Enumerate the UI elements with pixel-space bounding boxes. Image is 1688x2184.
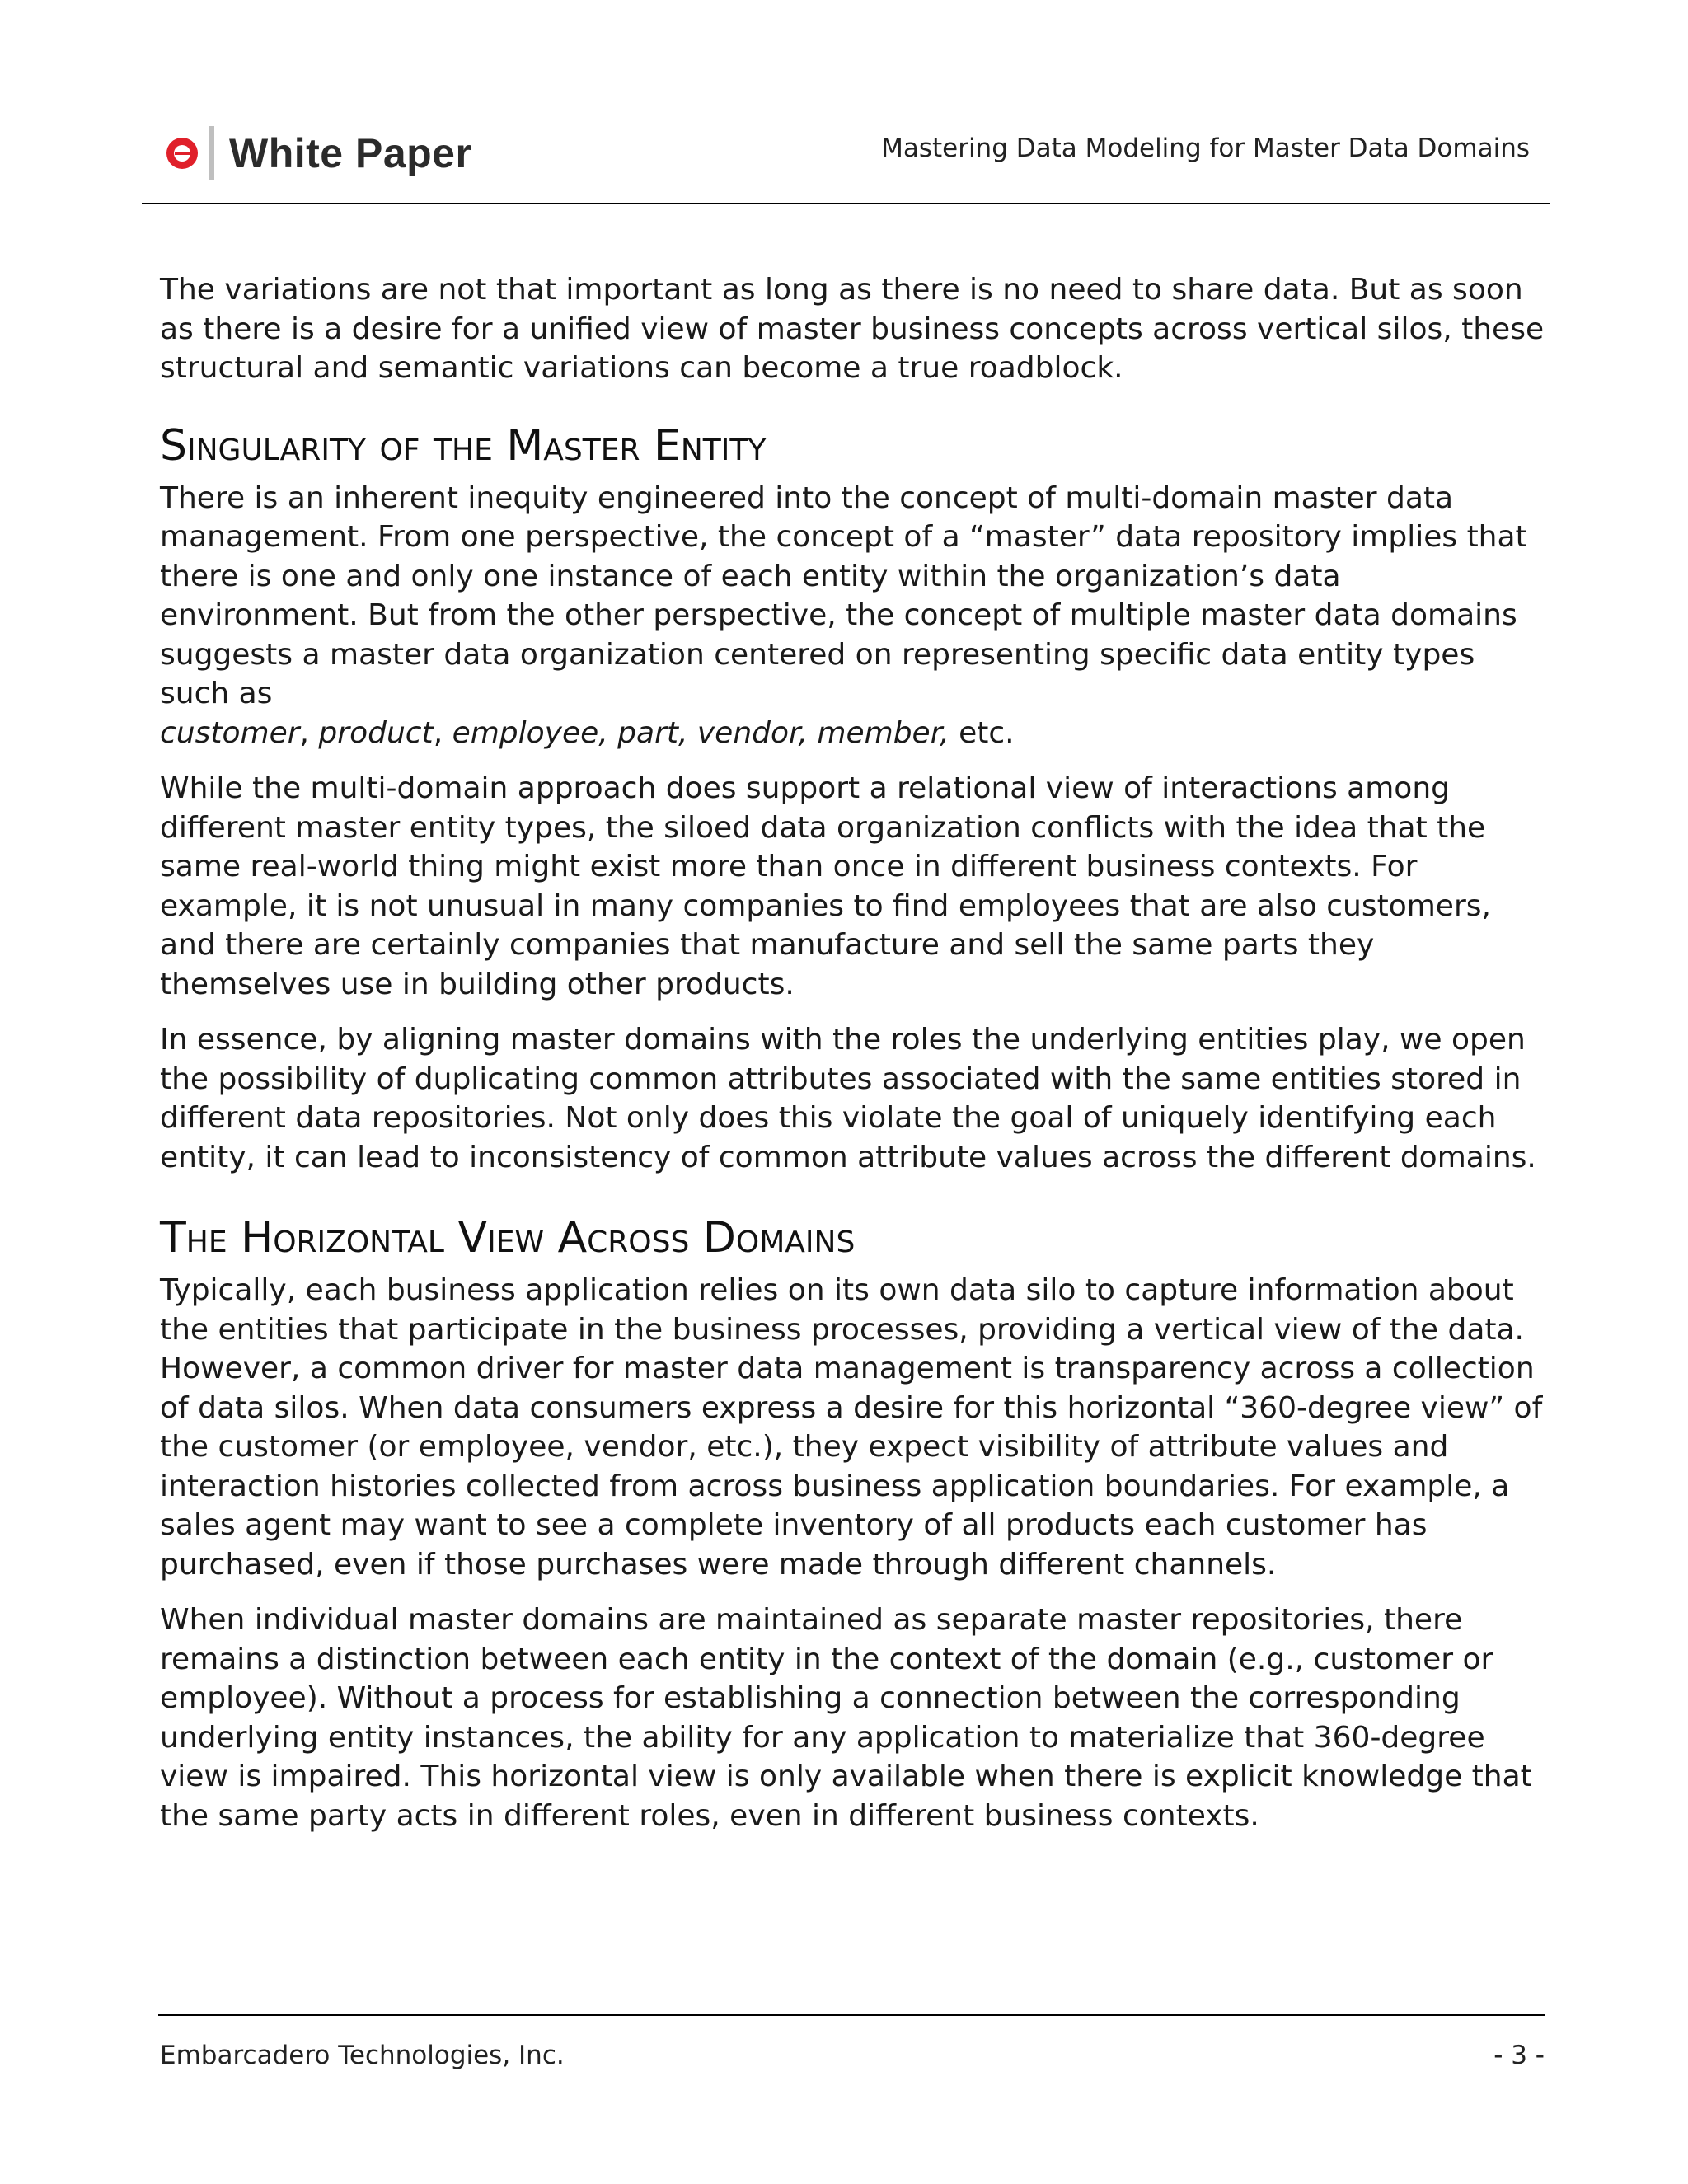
document-title: Mastering Data Modeling for Master Data Domains — [881, 134, 1530, 163]
footer-company: Embarcadero Technologies, Inc. — [160, 2041, 565, 2070]
italic-term: customer — [160, 715, 300, 750]
separator: , — [299, 715, 319, 750]
paragraph — [160, 479, 1545, 753]
italic-term: employee, part, vendor, member, — [452, 715, 950, 750]
embarcadero-logo-icon — [166, 138, 198, 169]
paragraph-text-end: etc. — [949, 715, 1015, 750]
logo — [166, 124, 471, 183]
logo-text: White Paper — [229, 130, 472, 176]
paragraph: While the multi-domain approach does support a relational view of interactions among different master entity types, the siloed data organization conflicts with the idea that the same real-world thing might exist more than once in different business contexts. For example, it is not unusual in many companies to find employees that are also customers, and there are certainly companies that manufacture and sell the same parts they themselves use in building other products. — [160, 771, 1491, 1001]
section-heading-singularity: Singularity of the Master Entity — [160, 420, 767, 471]
section-heading-horizontal-view: The Horizontal View Across Domains — [160, 1213, 856, 1263]
paragraph: In essence, by aligning master domains with the roles the underlying entities play, we open the possibility of duplicating common attributes associated with the same entities stored in different data repositories. Not only does this violate the goal of uniquely identifying each entity, it can lead to inconsistency of common attribute values across the different domains. — [160, 1023, 1536, 1174]
page-header — [142, 115, 1550, 204]
page-footer — [158, 2014, 1545, 2070]
page-number: - 3 - — [1493, 2041, 1545, 2070]
paragraph: Typically, each business application relies on its own data silo to capture information about the entities that participate in the business processes, providing a vertical view of the data. However, a common driver for master data management is transparency across a collection of data silos. When data consumers express a desire for this horizontal “360-degree view” of the customer (or employee, vendor, etc.), they expect visibility of attribute values and interaction histories collected from across business application boundaries. For example, a sales agent may want to see a complete inventory of all products each customer has purchased, even if those purchases were made through different channels. — [160, 1273, 1543, 1582]
paragraph-text: There is an inherent inequity engineered into the concept of multi-domain master data management. From one perspective, the concept of a “master” data repository implies that there is one and only one instance of each entity within the organization’s data environment. But from the other perspective, the concept of multiple master data domains suggests a master data organization centered on representing specific data entity types such as — [160, 480, 1527, 710]
italic-term: product — [318, 715, 434, 750]
page-content — [160, 270, 1545, 1852]
paragraph: When individual master domains are maintained as separate master repositories, there remains a distinction between each entity in the context of the domain (e.g., customer or employee). Without a process for establishing a connection between the corresponding underlying entity instances, the ability for any application to materialize that 360-degree view is impaired. This horizontal view is only available when there is explicit knowledge that the same party acts in different roles, even in different business contexts. — [160, 1603, 1532, 1833]
intro-paragraph: The variations are not that important as long as there is no need to share data. But as soon as there is a desire for a unified view of master business concepts across vertical silos, these structural and semantic variations can become a true roadblock. — [160, 273, 1545, 385]
separator: , — [433, 715, 452, 750]
logo-divider — [209, 126, 214, 180]
